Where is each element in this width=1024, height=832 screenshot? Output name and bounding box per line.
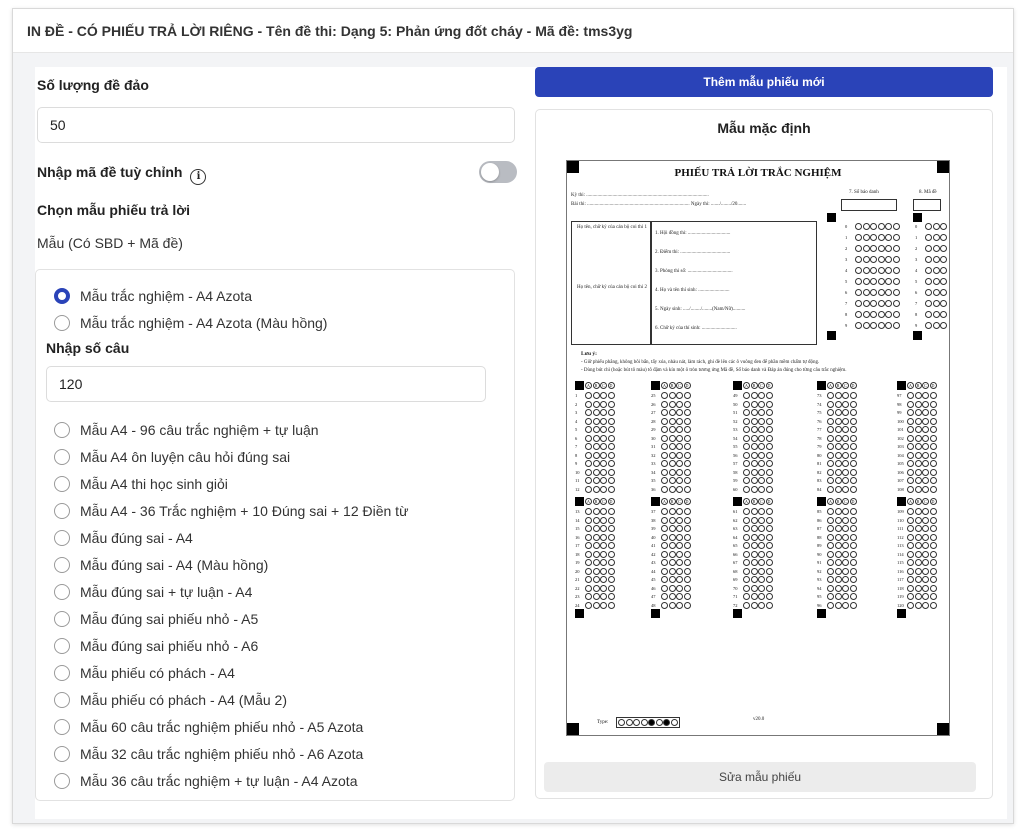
answer-row: 68 xyxy=(733,568,773,576)
answer-header-row: A B C D xyxy=(827,382,857,390)
timing-marker xyxy=(897,609,906,618)
template-option-label: Mẫu phiếu có phách - A4 (Mẫu 2) xyxy=(80,692,288,708)
answer-row: 63 xyxy=(733,525,773,533)
id-bubble-row: 4 xyxy=(845,267,900,275)
template-option[interactable] xyxy=(54,663,235,683)
template-option-label: Mẫu phiếu có phách - A4 xyxy=(80,665,235,681)
answer-row: 95 xyxy=(817,593,857,601)
answer-row: 93 xyxy=(817,576,857,584)
template-option-label: Mẫu A4 - 96 câu trắc nghiệm + tự luận xyxy=(80,422,319,438)
answer-row: 75 xyxy=(817,409,857,417)
answer-header-row: A B C D xyxy=(661,382,691,390)
sheet-field: 5. Ngày sinh: ...../......../........(Nam/Nữ).......... xyxy=(655,307,746,312)
answer-row: 31 xyxy=(651,443,691,451)
answer-row: 28 xyxy=(651,418,691,426)
answer-row: 35 xyxy=(651,477,691,485)
answer-row: 103 xyxy=(897,443,937,451)
answer-row: 13 xyxy=(575,508,615,516)
answer-row: 118 xyxy=(897,585,937,593)
radio-icon xyxy=(54,449,70,465)
answer-row: 49 xyxy=(733,392,773,400)
template-option-label: Mẫu A4 thi học sinh giỏi xyxy=(80,476,228,492)
id-bubble-row: 2 xyxy=(845,245,900,253)
answer-row: 102 xyxy=(897,435,937,443)
answer-row: 4 xyxy=(575,418,615,426)
timing-marker xyxy=(575,497,584,506)
sheet-bai-thi: Bài thi: .................................................................................. Ngày thi: ......./......../20....... xyxy=(571,202,747,207)
template-option-label: Mẫu A4 - 36 Trắc nghiệm + 10 Đúng sai + 12 Điền từ xyxy=(80,503,409,519)
answer-row: 46 xyxy=(651,585,691,593)
answer-row: 23 xyxy=(575,593,615,601)
template-option[interactable] xyxy=(54,636,258,656)
type-bubble xyxy=(633,719,640,726)
print-exam-dialog xyxy=(12,8,1014,824)
answer-row: 114 xyxy=(897,551,937,559)
answer-row: 38 xyxy=(651,517,691,525)
answer-row: 69 xyxy=(733,576,773,584)
template-option-label: Mẫu 60 câu trắc nghiệm phiếu nhỏ - A5 Azota xyxy=(80,719,364,735)
answer-row: 45 xyxy=(651,576,691,584)
type-bubble xyxy=(648,719,655,726)
answer-row: 73 xyxy=(817,392,857,400)
add-template-button[interactable]: Thêm mẫu phiếu mới xyxy=(535,67,993,97)
id-bubble-row: 3 xyxy=(845,256,900,264)
id-bubble-row: 8 xyxy=(845,311,900,319)
template-option[interactable] xyxy=(54,447,290,467)
template-option[interactable] xyxy=(54,420,319,440)
timing-marker xyxy=(817,381,826,390)
answer-row: 32 xyxy=(651,452,691,460)
timing-marker xyxy=(575,609,584,618)
answer-row: 110 xyxy=(897,517,937,525)
id-bubble-row: 1 xyxy=(915,234,948,242)
dialog-title: IN ĐỀ - CÓ PHIẾU TRẢ LỜI RIÊNG - Tên đề thi: Dạng 5: Phản ứng đốt cháy - Mã đề: tms3yg xyxy=(13,9,1013,53)
template-option-label: Mẫu A4 ôn luyện câu hỏi đúng sai xyxy=(80,449,291,465)
answer-row: 40 xyxy=(651,534,691,542)
id-bubble-row: 1 xyxy=(845,234,900,242)
sheet-field: 2. Điểm thi: ........................................ xyxy=(655,250,731,255)
shuffle-count-label: Số lượng đề đảo xyxy=(37,77,149,93)
type-bubble xyxy=(663,719,670,726)
answer-row: 98 xyxy=(897,401,937,409)
sheet-note-1: - Giữ phiếu phẳng, không bôi bẩn, tẩy xóa, nhàu nát, làm rách, ghi đè lên các ô vuông đen để phần mềm chấm tự động. xyxy=(581,360,820,365)
toggle-knob xyxy=(481,163,499,181)
answer-row: 48 xyxy=(651,602,691,610)
timing-marker xyxy=(897,381,906,390)
edit-template-button[interactable]: Sửa mẫu phiếu xyxy=(544,762,976,792)
radio-icon xyxy=(54,503,70,519)
type-bubble xyxy=(618,719,625,726)
sheet-sbd-label: 7. Số báo danh xyxy=(849,190,879,195)
answer-row: 79 xyxy=(817,443,857,451)
answer-row: 27 xyxy=(651,409,691,417)
answer-row: 11 xyxy=(575,477,615,485)
timing-marker xyxy=(651,609,660,618)
answer-header-row: A B C D xyxy=(827,498,857,506)
answer-row: 12 xyxy=(575,486,615,494)
sheet-made-label: 8. Mã đề xyxy=(919,190,937,195)
made-boxes xyxy=(913,199,941,211)
id-bubble-row: 6 xyxy=(915,289,948,297)
answer-row: 34 xyxy=(651,469,691,477)
answer-row: 39 xyxy=(651,525,691,533)
corner-marker xyxy=(567,723,579,735)
sbd-boxes xyxy=(841,199,897,211)
answer-row: 33 xyxy=(651,460,691,468)
answer-header-row: A B C D xyxy=(743,382,773,390)
radio-icon xyxy=(54,773,70,789)
answer-row: 83 xyxy=(817,477,857,485)
answer-row: 82 xyxy=(817,469,857,477)
timing-marker xyxy=(733,497,742,506)
custom-code-toggle[interactable] xyxy=(479,161,517,183)
answer-row: 58 xyxy=(733,469,773,477)
answer-row: 107 xyxy=(897,477,937,485)
answer-row: 61 xyxy=(733,508,773,516)
answer-row: 67 xyxy=(733,559,773,567)
sheet-sig2: Họ tên, chữ ký của cán bộ coi thi 2 xyxy=(577,285,647,290)
template-option[interactable] xyxy=(54,501,408,521)
sheet-field: 3. Phòng thi số: .................................... xyxy=(655,269,733,274)
answer-row: 41 xyxy=(651,542,691,550)
answer-row: 57 xyxy=(733,460,773,468)
answer-row: 29 xyxy=(651,426,691,434)
timing-marker xyxy=(651,381,660,390)
template-option[interactable] xyxy=(54,690,287,710)
id-bubble-row: 2 xyxy=(915,245,948,253)
dialog-body xyxy=(13,53,1013,823)
id-bubble-row: 0 xyxy=(915,223,948,231)
timing-marker xyxy=(897,497,906,506)
sheet-ky-thi: Kỳ thi: .................................................................................................. xyxy=(571,193,709,198)
answer-row: 47 xyxy=(651,593,691,601)
id-bubble-row: 0 xyxy=(845,223,900,231)
answer-row: 22 xyxy=(575,585,615,593)
sheet-note-title: Lưu ý: xyxy=(581,351,597,357)
type-bubbles xyxy=(616,717,680,728)
answer-row: 104 xyxy=(897,452,937,460)
answer-row: 25 xyxy=(651,392,691,400)
answer-row: 74 xyxy=(817,401,857,409)
answer-row: 112 xyxy=(897,534,937,542)
answer-row: 90 xyxy=(817,551,857,559)
id-bubble-row: 7 xyxy=(915,300,948,308)
preview-card xyxy=(535,109,993,799)
template-option-label: Mẫu trắc nghiệm - A4 Azota (Màu hồng) xyxy=(80,315,328,331)
template-option[interactable] xyxy=(54,582,252,602)
shuffle-count-input[interactable]: 50 xyxy=(37,107,515,143)
answer-row: 50 xyxy=(733,401,773,409)
preview-column xyxy=(535,67,993,819)
template-option[interactable] xyxy=(54,528,193,548)
answer-row: 65 xyxy=(733,542,773,550)
radio-icon xyxy=(54,719,70,735)
radio-icon xyxy=(54,584,70,600)
answer-row: 3 xyxy=(575,409,615,417)
radio-icon xyxy=(54,422,70,438)
answer-row: 8 xyxy=(575,452,615,460)
radio-icon xyxy=(54,557,70,573)
answer-row: 44 xyxy=(651,568,691,576)
choose-template-label: Chọn mẫu phiếu trả lời xyxy=(37,202,191,218)
answer-row: 89 xyxy=(817,542,857,550)
question-count-label: Nhập số câu xyxy=(46,340,130,356)
answer-row: 10 xyxy=(575,469,615,477)
radio-icon xyxy=(54,692,70,708)
answer-row: 70 xyxy=(733,585,773,593)
answer-header-row: A B C D xyxy=(907,498,937,506)
answer-row: 55 xyxy=(733,443,773,451)
radio-icon xyxy=(54,315,70,331)
answer-row: 9 xyxy=(575,460,615,468)
answer-row: 72 xyxy=(733,602,773,610)
answer-row: 6 xyxy=(575,435,615,443)
answer-row: 1 xyxy=(575,392,615,400)
answer-header-row: A B C D xyxy=(661,498,691,506)
template-option[interactable] xyxy=(54,771,357,791)
template-option-label: Mẫu đúng sai + tự luận - A4 xyxy=(80,584,253,600)
answer-row: 20 xyxy=(575,568,615,576)
answer-row: 111 xyxy=(897,525,937,533)
id-bubble-row: 7 xyxy=(845,300,900,308)
sheet-field: 6. Chữ ký của thí sinh: ............................ xyxy=(655,326,737,331)
settings-column xyxy=(35,67,515,819)
sheet-field: 1. Hội đồng thi: .................................. xyxy=(655,231,731,236)
answer-row: 18 xyxy=(575,551,615,559)
timing-marker xyxy=(913,331,922,340)
timing-marker xyxy=(913,213,922,222)
answer-row: 84 xyxy=(817,486,857,494)
id-bubble-row: 3 xyxy=(915,256,948,264)
answer-row: 120 xyxy=(897,602,937,610)
answer-row: 76 xyxy=(817,418,857,426)
id-bubble-row: 4 xyxy=(915,267,948,275)
timing-marker xyxy=(651,497,660,506)
template-list xyxy=(35,269,515,801)
sheet-title: PHIẾU TRẢ LỜI TRẮC NGHIỆM xyxy=(674,167,842,179)
answer-row: 30 xyxy=(651,435,691,443)
timing-marker xyxy=(733,381,742,390)
answer-row: 42 xyxy=(651,551,691,559)
answer-row: 14 xyxy=(575,517,615,525)
template-option[interactable] xyxy=(54,313,327,333)
answer-row: 117 xyxy=(897,576,937,584)
id-bubble-row: 8 xyxy=(915,311,948,319)
template-option-label: Mẫu đúng sai phiếu nhỏ - A5 xyxy=(80,611,259,627)
answer-row: 108 xyxy=(897,486,937,494)
custom-code-label-row xyxy=(37,164,206,185)
template-group-label: Mẫu (Có SBD + Mã đề) xyxy=(37,235,183,251)
answer-row: 71 xyxy=(733,593,773,601)
answer-row: 81 xyxy=(817,460,857,468)
answer-row: 97 xyxy=(897,392,937,400)
answer-sheet-preview xyxy=(566,160,950,736)
answer-row: 99 xyxy=(897,409,937,417)
template-option[interactable] xyxy=(54,286,252,306)
answer-row: 60 xyxy=(733,486,773,494)
answer-row: 5 xyxy=(575,426,615,434)
answer-row: 26 xyxy=(651,401,691,409)
answer-row: 88 xyxy=(817,534,857,542)
id-bubble-row: 6 xyxy=(845,289,900,297)
answer-row: 80 xyxy=(817,452,857,460)
id-bubble-row: 5 xyxy=(845,278,900,286)
answer-row: 53 xyxy=(733,426,773,434)
answer-row: 51 xyxy=(733,409,773,417)
info-icon[interactable]: i xyxy=(190,169,206,185)
question-count-input[interactable]: 120 xyxy=(46,366,486,402)
answer-row: 86 xyxy=(817,517,857,525)
answer-row: 19 xyxy=(575,559,615,567)
template-option-label: Mẫu đúng sai - A4 xyxy=(80,530,193,546)
answer-row: 87 xyxy=(817,525,857,533)
template-option-label: Mẫu 32 câu trắc nghiệm phiếu nhỏ - A6 Azota xyxy=(80,746,364,762)
answer-header-row: A B C D xyxy=(585,498,615,506)
type-bubble xyxy=(656,719,663,726)
answer-row: 115 xyxy=(897,559,937,567)
answer-row: 77 xyxy=(817,426,857,434)
radio-icon xyxy=(54,611,70,627)
answer-row: 106 xyxy=(897,469,937,477)
sheet-sig1: Họ tên, chữ ký của cán bộ coi thi 1 xyxy=(577,225,647,230)
template-option[interactable] xyxy=(54,744,363,764)
template-option-label: Mẫu 36 câu trắc nghiệm + tự luận - A4 Azota xyxy=(80,773,358,789)
template-option-label: Mẫu đúng sai - A4 (Màu hồng) xyxy=(80,557,269,573)
answer-row: 17 xyxy=(575,542,615,550)
answer-row: 24 xyxy=(575,602,615,610)
radio-icon xyxy=(54,638,70,654)
answer-row: 36 xyxy=(651,486,691,494)
template-option-label: Mẫu trắc nghiệm - A4 Azota xyxy=(80,288,252,304)
id-bubble-row: 9 xyxy=(845,322,900,330)
timing-marker xyxy=(827,213,836,222)
sheet-type-row xyxy=(597,717,680,728)
template-option-label: Mẫu đúng sai phiếu nhỏ - A6 xyxy=(80,638,259,654)
signature-box xyxy=(571,221,651,345)
answer-row: 91 xyxy=(817,559,857,567)
type-bubble xyxy=(626,719,633,726)
answer-header-row: A B C D xyxy=(585,382,615,390)
radio-icon xyxy=(54,746,70,762)
answer-row: 100 xyxy=(897,418,937,426)
answer-row: 109 xyxy=(897,508,937,516)
answer-row: 85 xyxy=(817,508,857,516)
answer-row: 101 xyxy=(897,426,937,434)
answer-header-row: A B C D xyxy=(907,382,937,390)
id-bubble-row: 5 xyxy=(915,278,948,286)
type-bubble xyxy=(641,719,648,726)
timing-marker xyxy=(817,609,826,618)
answer-row: 64 xyxy=(733,534,773,542)
answer-row: 16 xyxy=(575,534,615,542)
timing-marker xyxy=(575,381,584,390)
answer-row: 62 xyxy=(733,517,773,525)
answer-row: 116 xyxy=(897,568,937,576)
template-option[interactable] xyxy=(54,609,258,629)
radio-icon xyxy=(54,665,70,681)
custom-code-label: Nhập mã đề tuỳ chỉnh xyxy=(37,164,183,180)
radio-icon xyxy=(54,476,70,492)
sheet-note-2: - Dùng bút chì (hoặc bút tô màu) tô đậm và kín một ô tròn tương ứng Mã đề, Số báo danh và Đáp án đúng cho từng câu trắc nghiệm. xyxy=(581,368,847,373)
answer-row: 21 xyxy=(575,576,615,584)
sheet-type-label: Type: xyxy=(597,720,609,725)
answer-row: 94 xyxy=(817,585,857,593)
answer-row: 43 xyxy=(651,559,691,567)
answer-row: 105 xyxy=(897,460,937,468)
template-option[interactable] xyxy=(54,555,268,575)
answer-row: 15 xyxy=(575,525,615,533)
answer-row: 96 xyxy=(817,602,857,610)
answer-row: 54 xyxy=(733,435,773,443)
answer-row: 59 xyxy=(733,477,773,485)
answer-row: 78 xyxy=(817,435,857,443)
answer-row: 66 xyxy=(733,551,773,559)
answer-row: 52 xyxy=(733,418,773,426)
answer-row: 113 xyxy=(897,542,937,550)
answer-row: 92 xyxy=(817,568,857,576)
id-bubble-row: 9 xyxy=(915,322,948,330)
answer-row: 56 xyxy=(733,452,773,460)
answer-row: 2 xyxy=(575,401,615,409)
answer-row: 37 xyxy=(651,508,691,516)
radio-selected-icon xyxy=(54,288,70,304)
answer-header-row: A B C D xyxy=(743,498,773,506)
timing-marker xyxy=(817,497,826,506)
answer-row: 7 xyxy=(575,443,615,451)
sheet-field: 4. Họ và tên thí sinh: ......................... xyxy=(655,288,730,293)
timing-marker xyxy=(733,609,742,618)
corner-marker xyxy=(937,723,949,735)
timing-marker xyxy=(827,331,836,340)
preview-title: Mẫu mặc định xyxy=(717,120,811,136)
radio-icon xyxy=(54,530,70,546)
template-option[interactable] xyxy=(54,717,363,737)
type-bubble xyxy=(671,719,678,726)
content-panel xyxy=(35,67,1007,819)
sheet-version: v20.0 xyxy=(753,717,765,722)
template-option[interactable] xyxy=(54,474,228,494)
answer-row: 119 xyxy=(897,593,937,601)
